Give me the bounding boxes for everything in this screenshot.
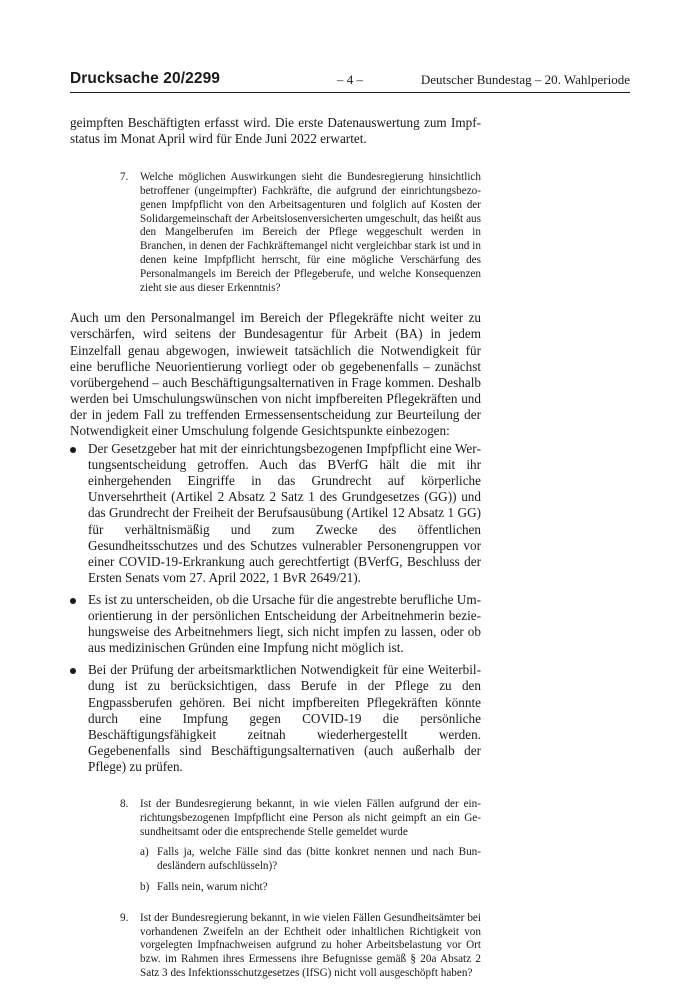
document-number: Drucksache 20/2299 [70,70,221,87]
publisher-label: Deutscher Bundestag – 20. Wahlperiode [420,72,630,87]
page-body [70,115,481,981]
question-8b-label: b) [140,880,150,893]
question-8 [70,798,481,839]
header-rule [70,92,630,93]
question-8-number: 8. [120,797,129,810]
question-8a-label: a) [140,846,149,859]
question-8-text: Ist der Bundesregierung bekannt, in wie vielen Fällen aufgrund der einrichtungsbezogenen Impfpflicht eine Person als nicht geimpft an ein Gesundheitsamt oder die entsprechende Stelle gemeldet wurde [140,797,481,838]
answer-7-bullet-2 [70,592,481,656]
question-9-text: Ist der Bundesregierung bekannt, in wie vielen Fällen Gesundheitsämter bei vorhandenen Zweifeln an der Echtheit oder inhaltlichen Richtigkeit von vorgelegten Impfnachweisen aufgrund zu hoher Arbeitsbelastung vor Ort bzw. im Rahmen ihres Ermessens ihre Befugnisse gemäß § 20a Absatz 2 Satz 3 des Infektionsschutzgesetzes (IfSG) nicht voll ausgeschöpft haben? [140,911,481,979]
answer-7-bullet-1 [70,441,481,586]
question-8b [70,881,481,895]
page-number: – 4 – [337,72,363,87]
question-9-number: 9. [120,911,129,924]
bullet-icon [70,447,76,453]
question-7-text: Welche möglichen Auswirkungen sieht die Bundesregierung hinsichtlich betroffener (ungeimpfter) Fachkräfte, die aufgrund der einrichtungsbezogenen Impfpflicht von den Arbeitsagenturen und folglich auf Kosten der Solidargemeinschaft der Arbeitslosenversicherten umgeschult, das heißt aus den Mangelberufen im Bereich der Pflege weggeschult werden in Branchen, in denen der Fachkräftemangel nicht vergleichbar stark ist und in denen keine Impfpflicht herrscht, für eine mögliche Verschärfung des Personalmangels im Bereich der Pflegeberufe, und welche Konsequenzen zieht sie aus dieser Erkenntnis? [140,171,481,294]
bullet-text: Bei der Prüfung der arbeitsmarktlichen Notwendigkeit für eine Weiterbildung ist zu berücksichtigen, dass Berufe in der Pflege zu den Engpassberufen gehören. Bei nicht impfbereiten Pflegekräften könnte durch eine Impfung gegen COVID-19 die persönliche Beschäftigungsfähigkeit zeitnah wiederhergestellt werden. Gegebenenfalls sind Beschäftigungsalternativen (auch außerhalb der Pflege) zu prüfen. [88,662,481,774]
page-header [70,70,630,92]
question-7-number: 7. [120,171,129,184]
answer-7-bullet-3 [70,662,481,775]
question-8a-text: Falls ja, welche Fälle sind das (bitte konkret nennen und nach Bundesländern aufschlüsseln)? [157,846,481,873]
bullet-icon [70,668,76,674]
bullet-text: Der Gesetzgeber hat mit der einrichtungsbezogenen Impfpflicht eine Wertungsentscheidung getroffen. Auch das BVerfG hält die mit ihr einhergehenden Eingriffe in das Grundrecht auf körperliche Unversehrtheit (Artikel 2 Absatz 2 Satz 1 des Grundgesetzes (GG)) und das Grundrecht der Freiheit der Berufsausübung (Artikel 12 Absatz 1 GG) für verhältnismäßig und zum Zwecke des öffentlichen Gesundheitsschutzes und des Schutzes vulnerabler Personengruppen vor einer COVID-19-Erkrankung auch gerechtfertigt (BVerfG, Beschluss der Ersten Senats vom 27. April 2022, 1 BvR 2649/21). [88,441,481,585]
question-8b-text: Falls nein, warum nicht? [157,880,268,893]
bullet-icon [70,598,76,604]
intro-paragraph: geimpften Beschäftigten erfasst wird. Die erste Datenauswertung zum Impfstatus im Monat April wird für Ende Juni 2022 erwartet. [70,115,481,147]
question-8a [70,846,481,874]
question-9 [70,912,481,981]
bullet-text: Es ist zu unterscheiden, ob die Ursache für die angestrebte berufliche Umorientierung in der persönlichen Entscheidung der Arbeitnehmerin beziehungsweise des Arbeitnehmers liegt, sich nicht impfen zu lassen, oder ob aus medizinischen Gründen eine Impfung nicht möglich ist. [88,591,481,656]
question-7 [70,171,481,295]
answer-7-intro: Auch um den Personalmangel im Bereich der Pflegekräfte nicht weiter zu verschärfen, wird seitens der Bundesagentur für Arbeit (BA) in jedem Einzelfall genau abgewogen, inwieweit tatsächlich die Notwendigkeit für eine berufliche Neuorientierung vorliegt oder ob gegebenenfalls – zunächst vorübergehend – auch Beschäftigungsalternativen in Frage kommen. Deshalb werden bei Umschulungswünschen von nicht impfbereiten Pflegekräften und der in jedem Fall zu treffenden Ermessensentscheidung zur Beurteilung der Notwendigkeit einer Umschulung folgende Gesichtspunkte einbezogen: [70,310,481,439]
